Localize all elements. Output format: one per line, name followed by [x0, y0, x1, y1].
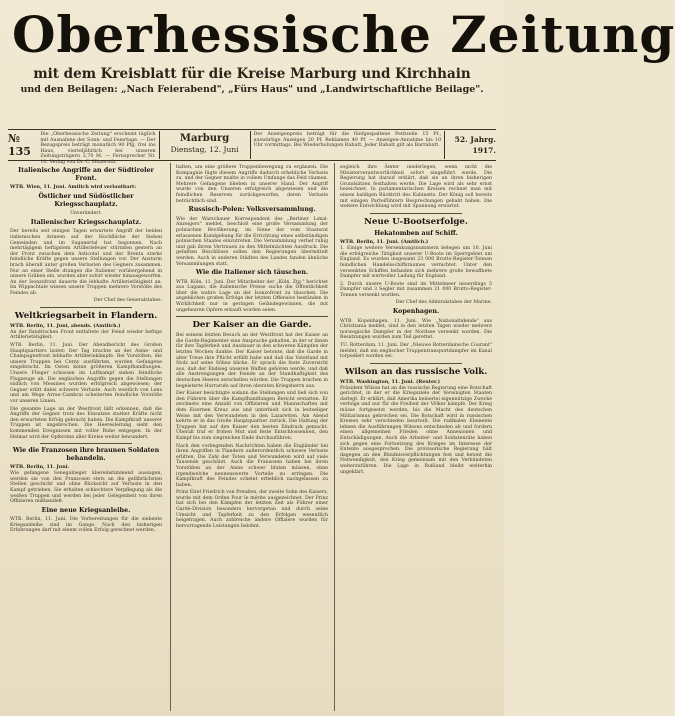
issue-info-bar: [8, 131, 496, 165]
article-dateline: WTB. Berlin, 11. Juni. (Amtlich.): [340, 239, 429, 246]
article-text: WTB. Köln, 11. Juni. Der Mitarbeiter der „Köln. Ztg." berichtet aus Lugano, die italienische Presse suche die Öffentlichkeit über die wahre Lage an der Isonzofront zu täuschen. Die angeblichen großen Erfolge der letzten Offensive beständen in Wirklichkeit nur in geringen Geländegewinnen, die mit ungeheuren Opfern erkauft worden seien.: [176, 279, 328, 313]
article-dateline: WTB. Berlin, 11. Juni, abends. (Amtlich.): [10, 323, 121, 330]
article-headline: Eine neue Kriegsanleihe.: [41, 506, 131, 514]
article-text: Prinz Eitel Friedrich von Preußen, der zweite Sohn des Kaisers, wurde mit dem Orden Pour le mérite ausgezeichnet. Der Prinz hat sich bei den Kämpfen der letzten Zeit als Führer einer Garde-Division besonders hervorgetan und durch seine Umsicht und Tapferkeit zu den Erfolgen wesentlich beigetragen. Auch zahlreiche andere Offiziere wurden für hervorragende Leistungen belohnt.: [176, 490, 328, 529]
masthead: [12, 5, 675, 96]
article-headline: Wie die Italiener sich täuschen.: [195, 269, 309, 277]
issue-number: № 135: [8, 132, 31, 158]
section-subheading: Östlicher und Südöstlicher Kriegsschauplatz.: [38, 192, 134, 208]
article-text: Unverändert.: [70, 211, 102, 217]
article-text: WTB. Berlin, 11. Juni. Die Vorbereitungen für die siebente Kriegsanleihe sind im Gange. Nach den bisherigen Erfahrungen darf mit einem vollen Erfolg gerechnet werden.: [10, 517, 162, 534]
article-headline: Wilson an das russische Volk.: [344, 366, 488, 377]
article-separator: [40, 443, 132, 444]
newspaper-title: Oberhessische Zeitung: [12, 5, 675, 64]
issue-year: 1917.: [472, 146, 496, 155]
column-2: [176, 165, 328, 711]
article-dateline: WTB. Berlin, 11. Juni.: [10, 464, 70, 471]
article-text: An der flandrischen Front entfaltete der Feind wieder heftige Artillerietätigkeit.: [10, 329, 162, 341]
article-dateline: WTB. Wien, 11. Juni. Amtlich wird verlautbart:: [10, 184, 136, 191]
article-text: Die gesamte Lage an der Westfront läßt erkennen, daß die Angriffe der Gegner trotz des Einsatzes starker Kräfte nicht den erwarteten Erfolg gebracht haben. Die Kampfkraft unserer Truppen ist ungebrochen. Die Heeresleitung sieht den kommenden Ereignissen mit voller Ruhe entgegen. In der Heimat wird der Opfersinn aller Kreise weiter bewundert.: [10, 406, 162, 440]
column-divider: [170, 163, 171, 711]
section-subheading: Italienischer Kriegsschauplatz.: [30, 218, 142, 226]
advertising-info: Der Anzeigenpreis beträgt für die fünfgespaltene Petitzeile 15 Pf., auswärtige Anzeigen 20 Pf. Reklamen 40 Pf. — Anzeigen-Annahme bis 10 Uhr vormittags. Bei Wiederholungen Rabatt. Jeder Rabatt gilt als Barrabatt.: [251, 131, 446, 159]
article-text: TU. Rotterdam, 11. Juni. Der „Nieuwe Rotterdamsche Courant" meldet, daß ein englischer Truppentransportdampfer im Kanal torpediert worden sei.: [340, 343, 492, 360]
article-text: Wie der Warschauer Korrespondent des „Berliner Lokal-Anzeigers" meldet, beschloß eine große Versammlung der polnischen Bevölkerung, im Sinne der vom Staatsrat erlassenen Kundgebung für die Errichtung eines selbständigen polnischen Staates einzutreten. Die Versammlung verlief ruhig und gab ihrem Vertrauen zu den Mittelmächten Ausdruck. Die gefaßten Beschlüsse sollen den Regierungen übermittelt werden. Auch in anderen Städten des Landes fanden ähnliche Versammlungen statt.: [176, 216, 328, 267]
article-headline: Neue U-Bootserfolge.: [364, 216, 468, 227]
article-headline: Russisch-Polen: Volksversammlung.: [188, 206, 316, 214]
issue-city: Marburg: [179, 133, 230, 144]
volume-year: [445, 131, 496, 159]
article-headline: Italienische Angriffe an der Südtiroler Front.: [18, 167, 154, 182]
issue-volume: 52. Jahrg.: [454, 135, 496, 144]
issue-date: Dienstag, 12. Juni: [170, 145, 239, 154]
article-dateline: WTB. Washington, 11. Juni. (Reuter.): [340, 378, 441, 385]
article-separator: [176, 316, 328, 317]
article-headline: Der Kaiser an die Garde.: [192, 320, 312, 331]
article-separator: [40, 307, 132, 308]
masthead-rule-bottom: [8, 160, 496, 161]
article-text: 1. Einige weitere Versenkungsnummern belegen um 10. Juni die erfolgreiche Tätigkeit unserer U-Boote im Sperrgebiet um England. Es wurden insgesamt 23 000 Brutto-Register-Tonnen feindlichen Handelsschiffsraumes vernichtet. Unter den versenkten Schiffen befanden sich mehrere große bewaffnete Dampfer mit wertvoller Ladung für England.: [340, 246, 492, 280]
newspaper-supplements: und den Beilagen: „Nach Feierabend", „Fürs Haus" und „Landwirtschaftliche Beilage".: [20, 84, 484, 95]
article-text: sogleich ihre Ämter niederlegen, wenn nicht die Ministerverantwortlichkeit sofort eingeführt werde. Die Regierung hat darauf erklärt, daß sie an ihren bisherigen Grundsätzen festhalten werde. Die Lage wird als sehr ernst bezeichnet. In parlamentarischen Kreisen rechnet man mit einem baldigen Rücktritt des Kabinetts. Der König soll bereits mit einigen Parteiführern Besprechungen gehabt haben. Die weitere Entwicklung wird mit Spannung erwartet.: [340, 165, 492, 210]
article-text: Bei seinem letzten Besuch an der Westfront hat der Kaiser an die Garde-Regimenter eine Ansprache gehalten, in der er ihnen für ihre Tapferkeit und Ausdauer in den schweren Kämpfen der letzten Wochen dankte. Der Kaiser betonte, daß die Garde in alter Treue ihre Pflicht erfüllt habe und daß das Vaterland mit Stolz auf seine Söhne blicke. Er sprach die feste Zuversicht aus, daß der Endsieg unseren Waffen gehören werde, und daß alle Anstrengungen der Feinde an der Standhaftigkeit des deutschen Heeres zerschellen würden. Die Truppen brachen in begeisterte Hurrarufe auf ihren obersten Kriegsherrn aus.: [176, 333, 328, 389]
article-headline: Weltkriegsarbeit in Flandern.: [14, 311, 158, 322]
article-text: WTB. Berlin, 11. Juni. Der Abendbericht des Großen Hauptquartiers lautet: Der Tag brachte an der Aisne- und Champagnefront lebhafte Artilleriekämpfe. Bei Vorstößen, die unsere Truppen bei Cerny ausführten, wurden Gefangene eingebracht. Im Osten keine größeren Kampfhandlungen. Unsere Flieger schossen im Luftkampf sieben feindliche Flugzeuge ab. Die englischen Angriffe gegen die Stellungen südlich von Messines wurden erfolgreich abgewiesen; der Gegner erlitt dabei schwere Verluste. Auch westlich von Lens und am Wege Arras–Cambrai scheiterten feindliche Vorstöße vor unseren Linien.: [10, 343, 162, 404]
article-text: Wie gefangene Senegalneger übereinstimmend aussagen, werden sie von den Franzosen stets an die gefährlichsten Stellen geschickt und ohne Rücksicht auf Verluste in den Kampf getrieben. Sie erhalten schlechtere Verpflegung als die weißen Truppen und werden bei jeder Gelegenheit von ihren Offizieren mißhandelt.: [10, 471, 162, 505]
newspaper-subtitle: mit dem Kreisblatt für die Kreise Marburg und Kirchhain: [33, 66, 471, 82]
issue-dateline: [160, 131, 251, 159]
article-headline: Kopenhagen.: [392, 308, 440, 316]
article-headline: Wie die Franzosen ihre braunen Soldaten behandeln.: [12, 447, 160, 462]
section-subheading: Hekatomben auf Schiff.: [374, 229, 458, 237]
column-divider: [334, 163, 335, 711]
article-signature: Der Chef des Admiralstabes der Marine.: [395, 300, 492, 306]
column-3: [340, 165, 492, 711]
article-separator: [370, 363, 462, 364]
masthead-rule-top: [8, 129, 496, 130]
article-text: Der bereits seit einigen Tagen erwartete Angriff der beiden italienischen Armeen auf der Hochfläche der Sieben Gemeinden und im Suganertal hat begonnen. Nach mehrtägigem heftigstem Artilleriefeuer stürmten gestern an der Front zwischen dem Asticotal und der Brenta starke feindliche Kräfte gegen unsere Stellungen vor. Der Ansturm brach überall unter großen Verlusten des Gegners zusammen. Nur an einer Stelle drangen die Italiener vorübergehend in unsere Gräben ein, wurden aber sofort wieder hinausgeworfen. An der Isonzofront dauerte die lebhafte Artillerietätigkeit an. Im Wippachtale wiesen unsere Truppen mehrere Vorstöße des Feindes ab.: [10, 229, 162, 296]
article-signature: Der Chef des Generalstabes.: [93, 298, 162, 304]
article-text: WTB. Kopenhagen, 11. Juni. Wie „Nationaltidende" aus Christiania meldet, sind in den letzten Tagen wieder mehrere norwegische Dampfer in der Nordsee versenkt worden. Die Besatzungen wurden zum Teil gerettet.: [340, 318, 492, 341]
article-text: halten, um eine größere Truppenbewegung zu ergänzen. Die Kompagnie fügte diesem Angriffe dadurch erhebliche Verluste zu, und der Gegner mußte in vollem Umfange das Feld räumen. Mehrere Gefangene blieben in unserer Hand. Der Angriff wurde von den Unseren erfolgreich abgewiesen und die feindlichen Reserven zurückgeworfen, deren Verluste beträchtlich sind.: [176, 165, 328, 204]
article-text: Der Kaiser besichtigte sodann die Stellungen und ließ sich von den Führern über die Kampfhandlungen Bericht erstatten. Er zeichnete eine Anzahl von Offizieren und Mannschaften mit dem Eisernen Kreuz aus und unterhielt sich in leutseliger Weise mit den Verwundeten in den Lazaretten. Am Abend kehrte er in das Große Hauptquartier zurück. Die Haltung der Truppen hat auf den Kaiser den besten Eindruck gemacht. Überall traf er frohen Mut und feste Entschlossenheit, den Kampf bis zum siegreichen Ende durchzuführen.: [176, 391, 328, 441]
article-text: 2. Durch unsere U-Boote sind im Mittelmeer neuerdings 5 Dampfer und 3 Segler mit zusammen 21 000 Brutto-Register-Tonnen versenkt worden.: [340, 281, 492, 298]
article-text: Nach den vorliegenden Nachrichten haben die Engländer bei ihren Angriffen in Flandern außerordentlich schwere Verluste erlitten. Die Zahl der Toten und Verwundeten wird auf viele Tausende geschätzt. Auch die Franzosen haben bei ihren Vorstößen an der Aisne schwer bluten müssen, ohne irgendwelche nennenswerte Vorteile zu erringen. Die Kampfkraft des Feindes scheint erheblich nachgelassen zu haben.: [176, 443, 328, 488]
article-separator: [370, 213, 462, 214]
column-1: [10, 165, 162, 711]
article-text: Präsident Wilson hat an die russische Regierung eine Botschaft gerichtet, in der er die Kriegsziele der Vereinigten Staaten darlegt. Er erklärt, daß Amerika keinerlei eigennützige Zwecke verfolge und nur für die Freiheit der Völker kämpfe. Der Krieg müsse fortgesetzt werden, bis die Macht des deutschen Militarismus gebrochen sei. Die Botschaft wird in russischen Kreisen sehr verschieden beurteilt. Die radikalen Elemente lehnen die Ausführungen Wilsons entschieden ab und fordern einen allgemeinen Frieden ohne Annexionen und Entschädigungen. Auch die Arbeiter- und Soldatenräte haben sich gegen eine Fortsetzung des Krieges im Interesse der Entente ausgesprochen. Die provisorische Regierung hält dagegen an den Bündnisverpflichtungen fest und betont die Notwendigkeit, den Krieg gemeinsam mit den Verbündeten weiterzuführen. Die Lage in Rußland bleibt weiterhin ungeklärt.: [340, 385, 492, 475]
subscription-info: Die „Oberhessische Zeitung" erscheint täglich mit Ausnahme der Sonn- und Feiertage. — Der Bezugspreis beträgt monatlich 90 Pfg. frei ins Haus, vierteljährlich bei unseren Zeitungsträgern 2,70 M. — Fernsprecher Nr. 10. Verlag von Dr. C. Hitzeroth.: [37, 131, 159, 159]
